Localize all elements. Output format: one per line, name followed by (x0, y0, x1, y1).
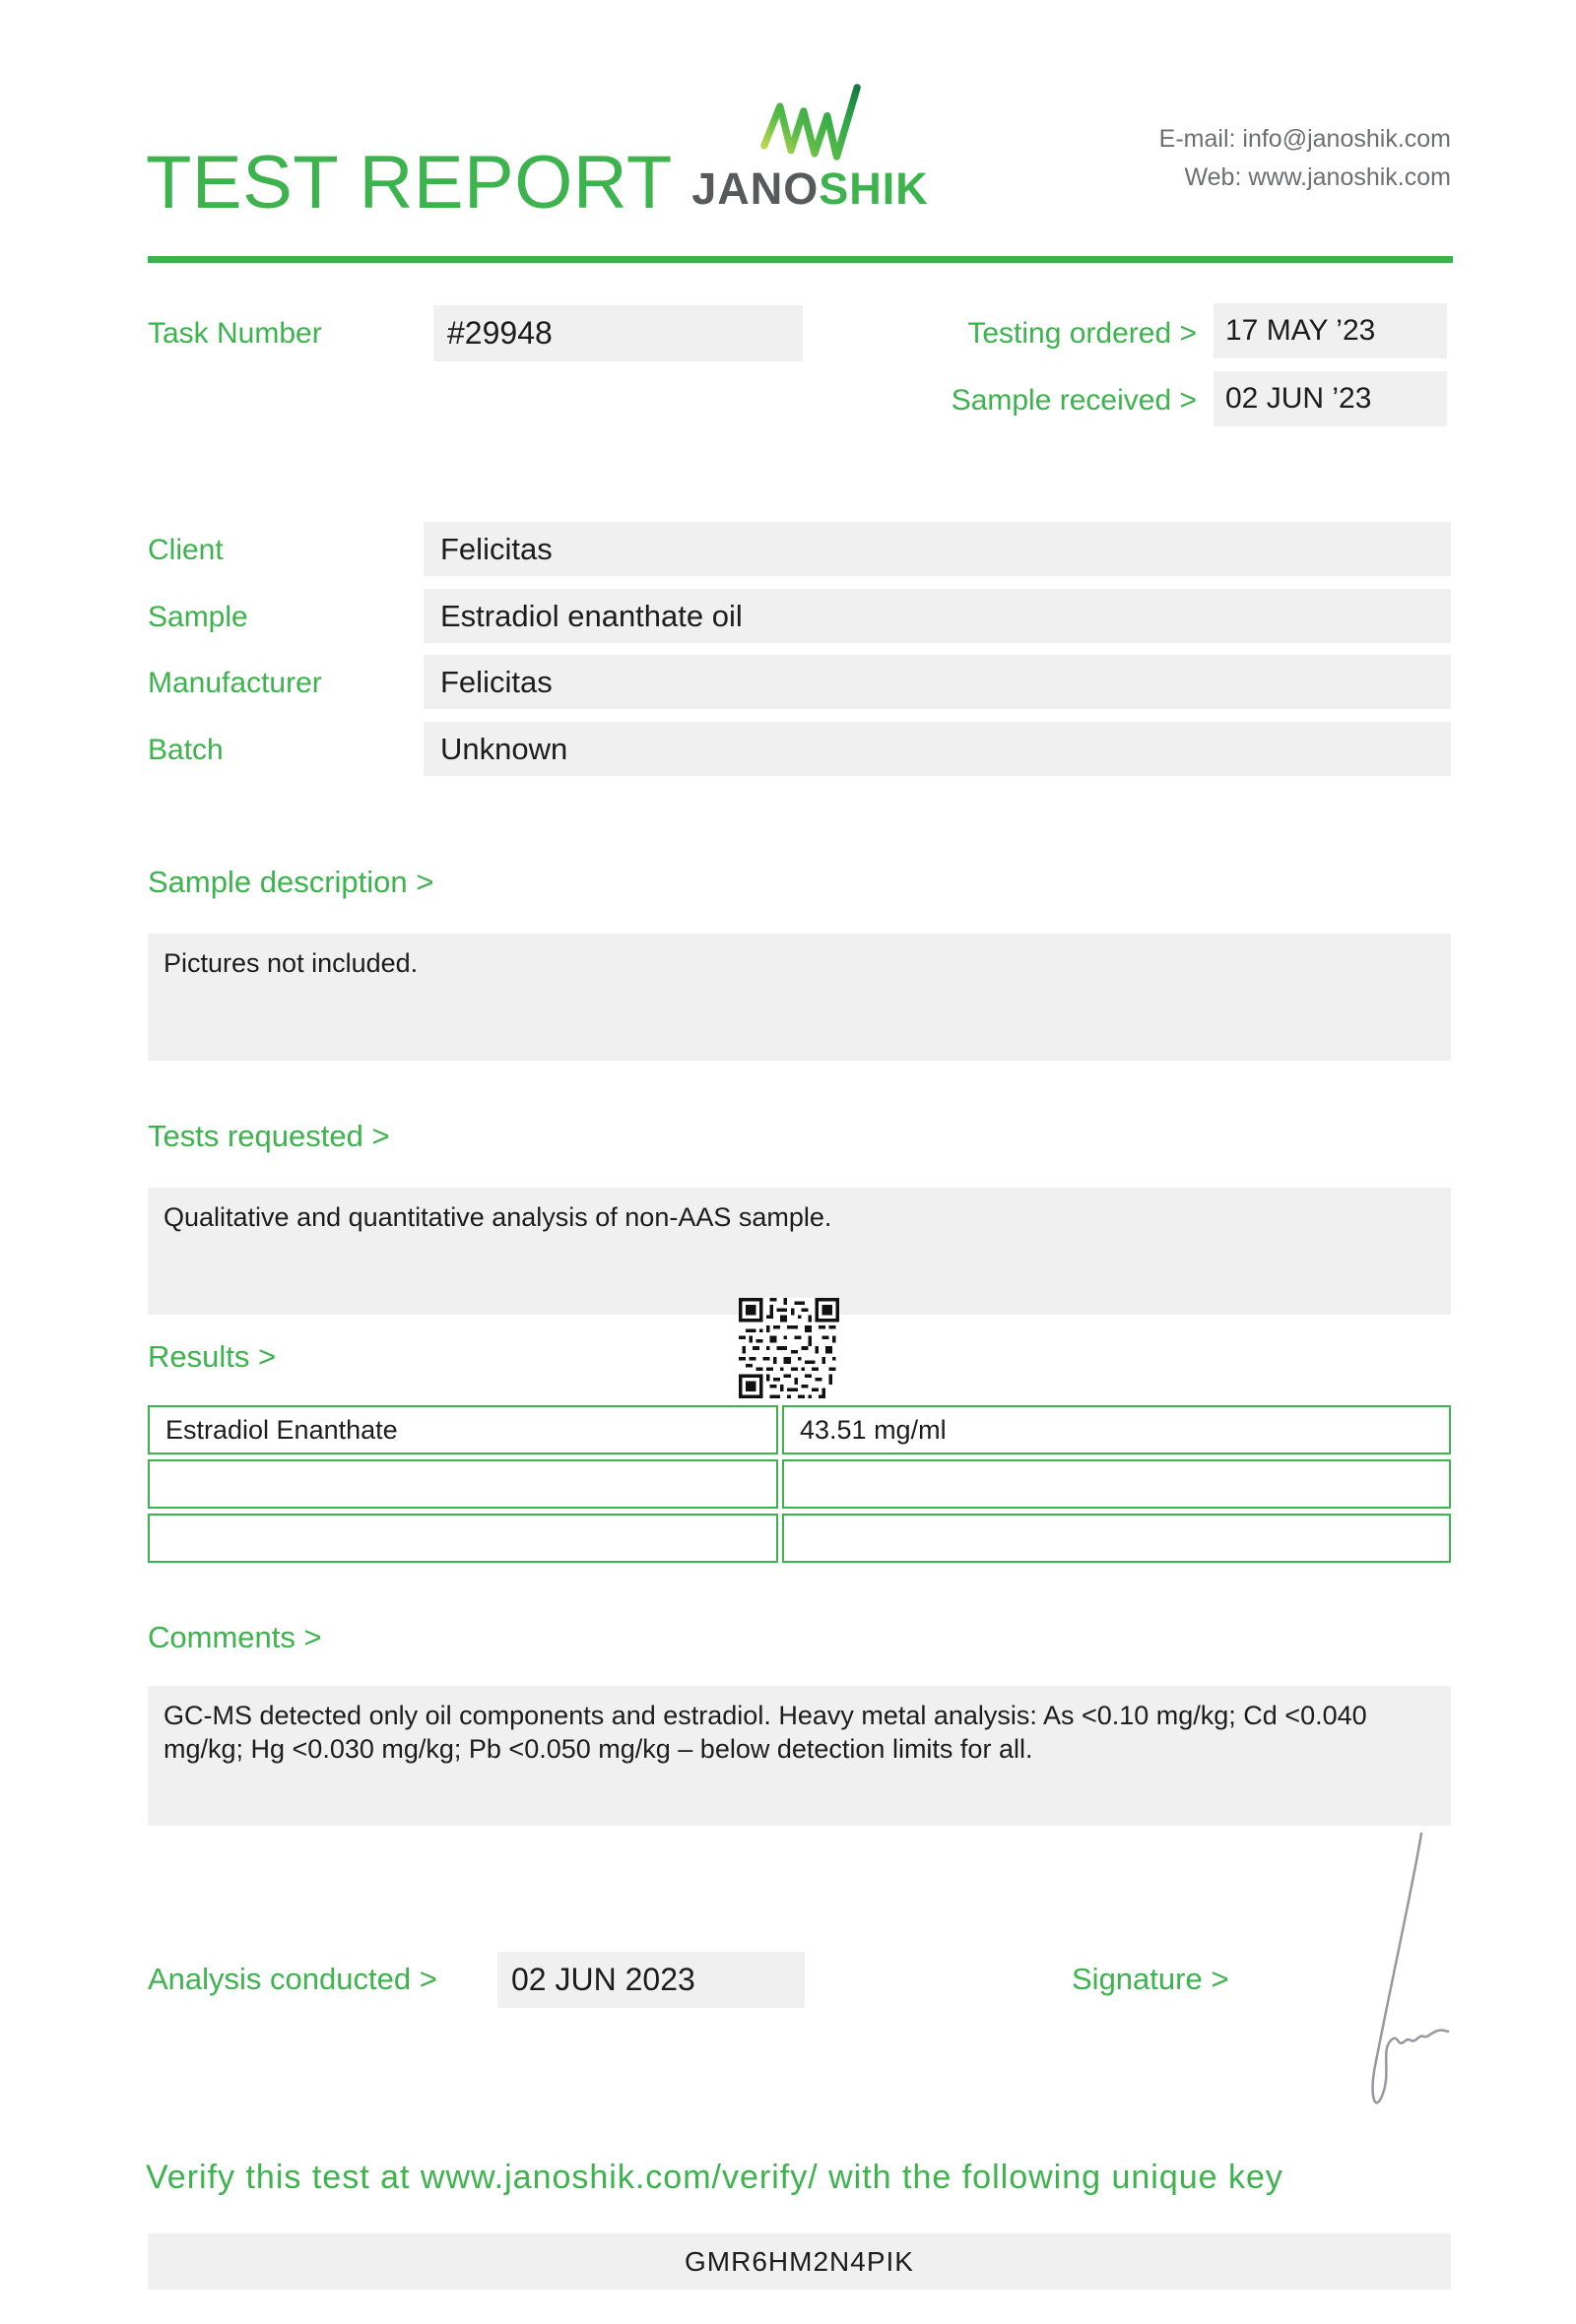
sample-value: Estradiol enanthate oil (424, 589, 1451, 643)
tests-requested-heading: Tests requested > (148, 1119, 390, 1153)
contact-info (1159, 120, 1451, 197)
batch-value: Unknown (424, 722, 1451, 776)
header-divider (148, 256, 1453, 263)
testing-ordered-value: 17 MAY ’23 (1214, 303, 1447, 358)
email-label: E-mail: (1158, 125, 1236, 153)
signature-label: Signature > (1072, 1962, 1229, 1996)
verify-instruction: Verify this test at www.janoshik.com/verify/ with the following unique key (146, 2159, 1283, 2196)
results-row (148, 1459, 1451, 1509)
growth-chart-icon (759, 83, 862, 161)
analysis-conducted-label: Analysis conducted > (148, 1962, 437, 1996)
web-value: www.janoshik.com (1248, 163, 1451, 191)
signature-image (1310, 1828, 1458, 2128)
task-number-label: Task Number (148, 317, 322, 350)
sample-received-value: 02 JUN ’23 (1214, 371, 1447, 426)
result-analyte: Estradiol Enanthate (148, 1405, 778, 1454)
sample-received-label: Sample received > (951, 384, 1197, 417)
sample-description-heading: Sample description > (148, 865, 434, 899)
sample-label: Sample (148, 601, 248, 633)
logo-wordmark (690, 163, 931, 215)
result-value (782, 1459, 1451, 1509)
results-row (148, 1514, 1451, 1563)
client-label: Client (148, 534, 224, 566)
testing-ordered-label: Testing ordered > (967, 317, 1197, 350)
manufacturer-value: Felicitas (424, 655, 1451, 709)
janoshik-logo (690, 83, 931, 215)
unique-key-value: GMR6HM2N4PIK (148, 2233, 1451, 2290)
batch-label: Batch (148, 734, 224, 766)
web-label: Web: (1184, 163, 1242, 191)
result-value: 43.51 mg/ml (782, 1405, 1451, 1454)
sample-description-box: Pictures not included. (148, 934, 1451, 1061)
task-number-value: #29948 (433, 305, 803, 361)
contact-web-line (1159, 159, 1451, 197)
result-value (782, 1514, 1451, 1563)
manufacturer-label: Manufacturer (148, 667, 322, 699)
client-value: Felicitas (424, 522, 1451, 576)
page-title: TEST REPORT (146, 141, 673, 225)
result-analyte (148, 1514, 778, 1563)
comments-heading: Comments > (148, 1620, 322, 1654)
logo-text-jano: JANO (691, 163, 820, 214)
results-row (148, 1405, 1451, 1454)
qr-code (739, 1298, 839, 1398)
result-analyte (148, 1459, 778, 1509)
results-table (144, 1400, 1455, 1568)
analysis-date-value: 02 JUN 2023 (497, 1952, 805, 2008)
logo-text-shik: SHIK (819, 163, 929, 214)
email-value: info@janoshik.com (1242, 125, 1451, 153)
tests-requested-box: Qualitative and quantitative analysis of non-AAS sample. (148, 1188, 1451, 1315)
contact-email-line (1159, 120, 1451, 159)
comments-box: GC-MS detected only oil components and estradiol. Heavy metal analysis: As <0.10 mg/kg; Cd <0.040 mg/kg; Hg <0.030 mg/kg; Pb <0.050 mg/kg – below detection limits for all. (148, 1686, 1451, 1826)
results-heading: Results > (148, 1339, 277, 1374)
